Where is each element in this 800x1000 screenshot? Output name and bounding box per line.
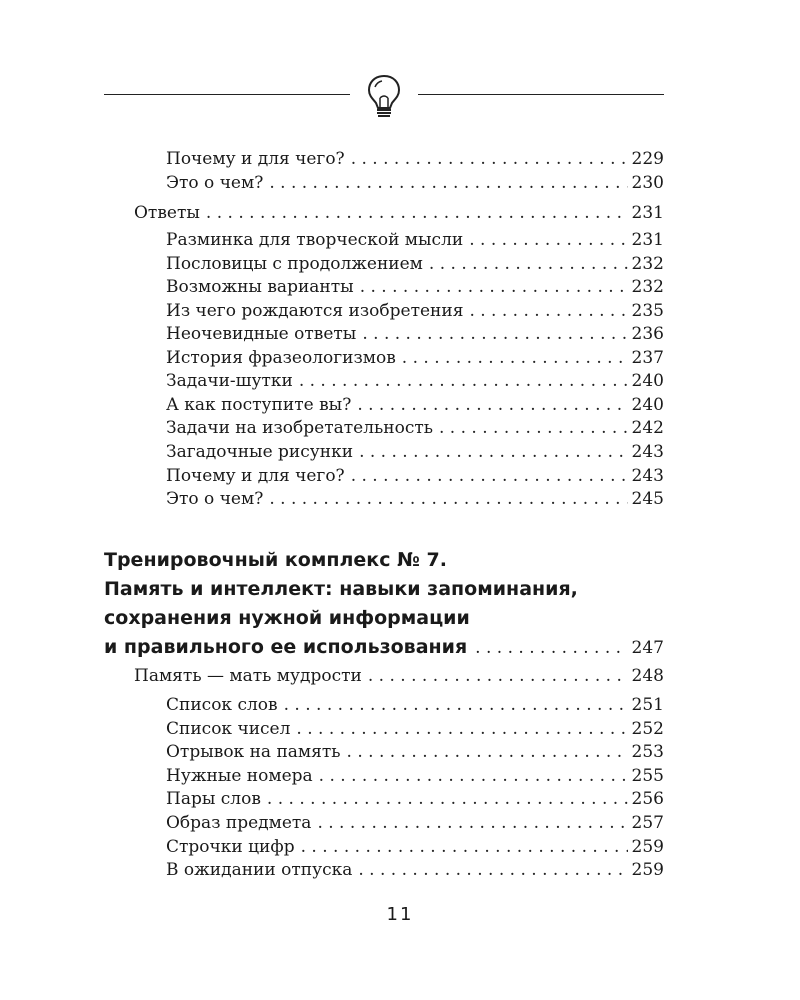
toc-entry[interactable]	[166, 787, 664, 811]
toc-entry-title: А как поступите вы?	[166, 395, 352, 415]
toc-page-number: 247	[631, 638, 664, 658]
toc-leader-dots	[301, 835, 628, 859]
toc-page-number: 243	[631, 442, 664, 462]
toc-page-number: 231	[631, 203, 664, 223]
toc-page-number: 243	[631, 466, 664, 486]
toc-page-number: 240	[631, 395, 664, 415]
toc-entry[interactable]	[166, 693, 664, 717]
toc-leader-dots	[469, 299, 627, 323]
toc-entry[interactable]	[166, 322, 664, 346]
page-number: 11	[386, 904, 414, 925]
toc-entry-title: Возможны варианты	[166, 277, 354, 297]
toc-entry-title: Почему и для чего?	[166, 466, 345, 486]
toc-leader-dots	[269, 171, 627, 195]
toc-entry-title: Неочевидные ответы	[166, 324, 357, 344]
toc-entry-title: Список слов	[166, 695, 278, 715]
toc-entry[interactable]	[166, 740, 664, 764]
toc-leader-dots	[269, 487, 627, 511]
toc-page-number: 257	[631, 813, 664, 833]
toc-leader-dots	[267, 787, 628, 811]
toc-leader-dots	[439, 416, 628, 440]
toc-leader-dots	[429, 252, 628, 276]
toc-entry-title: Загадочные рисунки	[166, 442, 354, 462]
toc-entry[interactable]	[166, 171, 664, 195]
toc-page-number: 255	[631, 766, 664, 786]
toc-leader-dots	[206, 201, 628, 225]
toc-entry-title: Пары слов	[166, 789, 261, 809]
toc-leader-dots	[347, 740, 628, 764]
lightbulb-icon	[361, 70, 407, 120]
toc-entry[interactable]	[166, 416, 664, 440]
toc-leader-dots	[358, 858, 627, 882]
toc-page-number: 240	[631, 371, 664, 391]
toc-section-title: Ответы	[134, 203, 200, 223]
toc-leader-dots	[351, 464, 628, 488]
toc-leader-dots	[351, 147, 628, 171]
toc-page-number: 230	[631, 173, 664, 193]
toc-entry-title: Список чисел	[166, 719, 291, 739]
toc-leader-dots	[469, 228, 627, 252]
toc-page-number: 252	[631, 719, 664, 739]
toc-leader-dots	[319, 764, 628, 788]
toc-entry-title: Пословицы с продолжением	[166, 254, 423, 274]
toc-leader-dots	[360, 275, 628, 299]
toc-page-number: 237	[631, 348, 664, 368]
toc-page-number: 248	[631, 666, 664, 686]
toc-entry-title: Нужные номера	[166, 766, 313, 786]
toc-entry-title: Задачи-шутки	[166, 371, 293, 391]
toc-page-number: 235	[631, 301, 664, 321]
toc-entry[interactable]	[166, 717, 664, 741]
toc-entry[interactable]	[166, 228, 664, 252]
toc-entry-title: Из чего рождаются изобретения	[166, 301, 464, 321]
toc-leader-dots	[475, 634, 627, 663]
toc-page-number: 232	[631, 277, 664, 297]
toc-entry[interactable]	[166, 487, 664, 511]
toc-leader-dots	[296, 717, 627, 741]
toc-entry[interactable]	[166, 464, 664, 488]
toc-leader-dots	[284, 693, 628, 717]
toc-entry[interactable]	[166, 147, 664, 171]
toc-section-entry[interactable]	[134, 664, 664, 688]
toc-leader-dots	[317, 811, 627, 835]
toc-entry[interactable]	[166, 346, 664, 370]
chapter-heading-last-line	[104, 633, 664, 663]
toc-page-number: 231	[631, 230, 664, 250]
toc-entry[interactable]	[166, 440, 664, 464]
toc-entry-title: Почему и для чего?	[166, 149, 345, 169]
toc-page-number: 251	[631, 695, 664, 715]
toc-page-number: 232	[631, 254, 664, 274]
toc-page-number: 253	[631, 742, 664, 762]
toc-entry-title: В ожидании отпуска	[166, 860, 353, 880]
chapter-heading[interactable]	[104, 546, 664, 663]
chapter-heading-line: и правильного ее использования	[104, 636, 468, 658]
toc-section-title: Память — мать мудрости	[134, 666, 362, 686]
toc-leader-dots	[357, 393, 627, 417]
header-rule-left	[104, 94, 350, 95]
toc-page-number: 259	[631, 860, 664, 880]
chapter-heading-line: Тренировочный комплекс № 7.	[104, 549, 447, 571]
chapter-heading-line: Память и интеллект: навыки запоминания,	[104, 578, 578, 600]
toc-entry-title: Это о чем?	[166, 489, 264, 509]
toc-entry-title: Разминка для творческой мысли	[166, 230, 464, 250]
toc-entry[interactable]	[166, 393, 664, 417]
toc-section-entry[interactable]	[134, 201, 664, 225]
toc-entry-title: История фразеологизмов	[166, 348, 396, 368]
toc-leader-dots	[299, 369, 628, 393]
toc-entry[interactable]	[166, 811, 664, 835]
toc-entry[interactable]	[166, 858, 664, 882]
toc-page-number: 229	[631, 149, 664, 169]
toc-leader-dots	[359, 440, 627, 464]
toc-entry[interactable]	[166, 275, 664, 299]
toc-entry[interactable]	[166, 764, 664, 788]
chapter-heading-line: сохранения нужной информации	[104, 607, 470, 629]
toc-entry-title: Отрывок на память	[166, 742, 341, 762]
toc-entry[interactable]	[166, 369, 664, 393]
toc-page-number: 245	[631, 489, 664, 509]
toc-page-number: 236	[631, 324, 664, 344]
toc-leader-dots	[368, 664, 628, 688]
toc-leader-dots	[402, 346, 628, 370]
toc-entry-title: Задачи на изобретательность	[166, 418, 433, 438]
toc-page-number: 242	[631, 418, 664, 438]
toc-page-number: 259	[631, 837, 664, 857]
toc-entry[interactable]	[166, 835, 664, 859]
toc-entry[interactable]	[166, 252, 664, 276]
toc-leader-dots	[362, 322, 627, 346]
toc-entry-title: Строчки цифр	[166, 837, 295, 857]
toc-entry[interactable]	[166, 299, 664, 323]
toc-entry-title: Это о чем?	[166, 173, 264, 193]
header-rule-right	[418, 94, 664, 95]
toc-entry-title: Образ предмета	[166, 813, 312, 833]
toc-page-number: 256	[631, 789, 664, 809]
